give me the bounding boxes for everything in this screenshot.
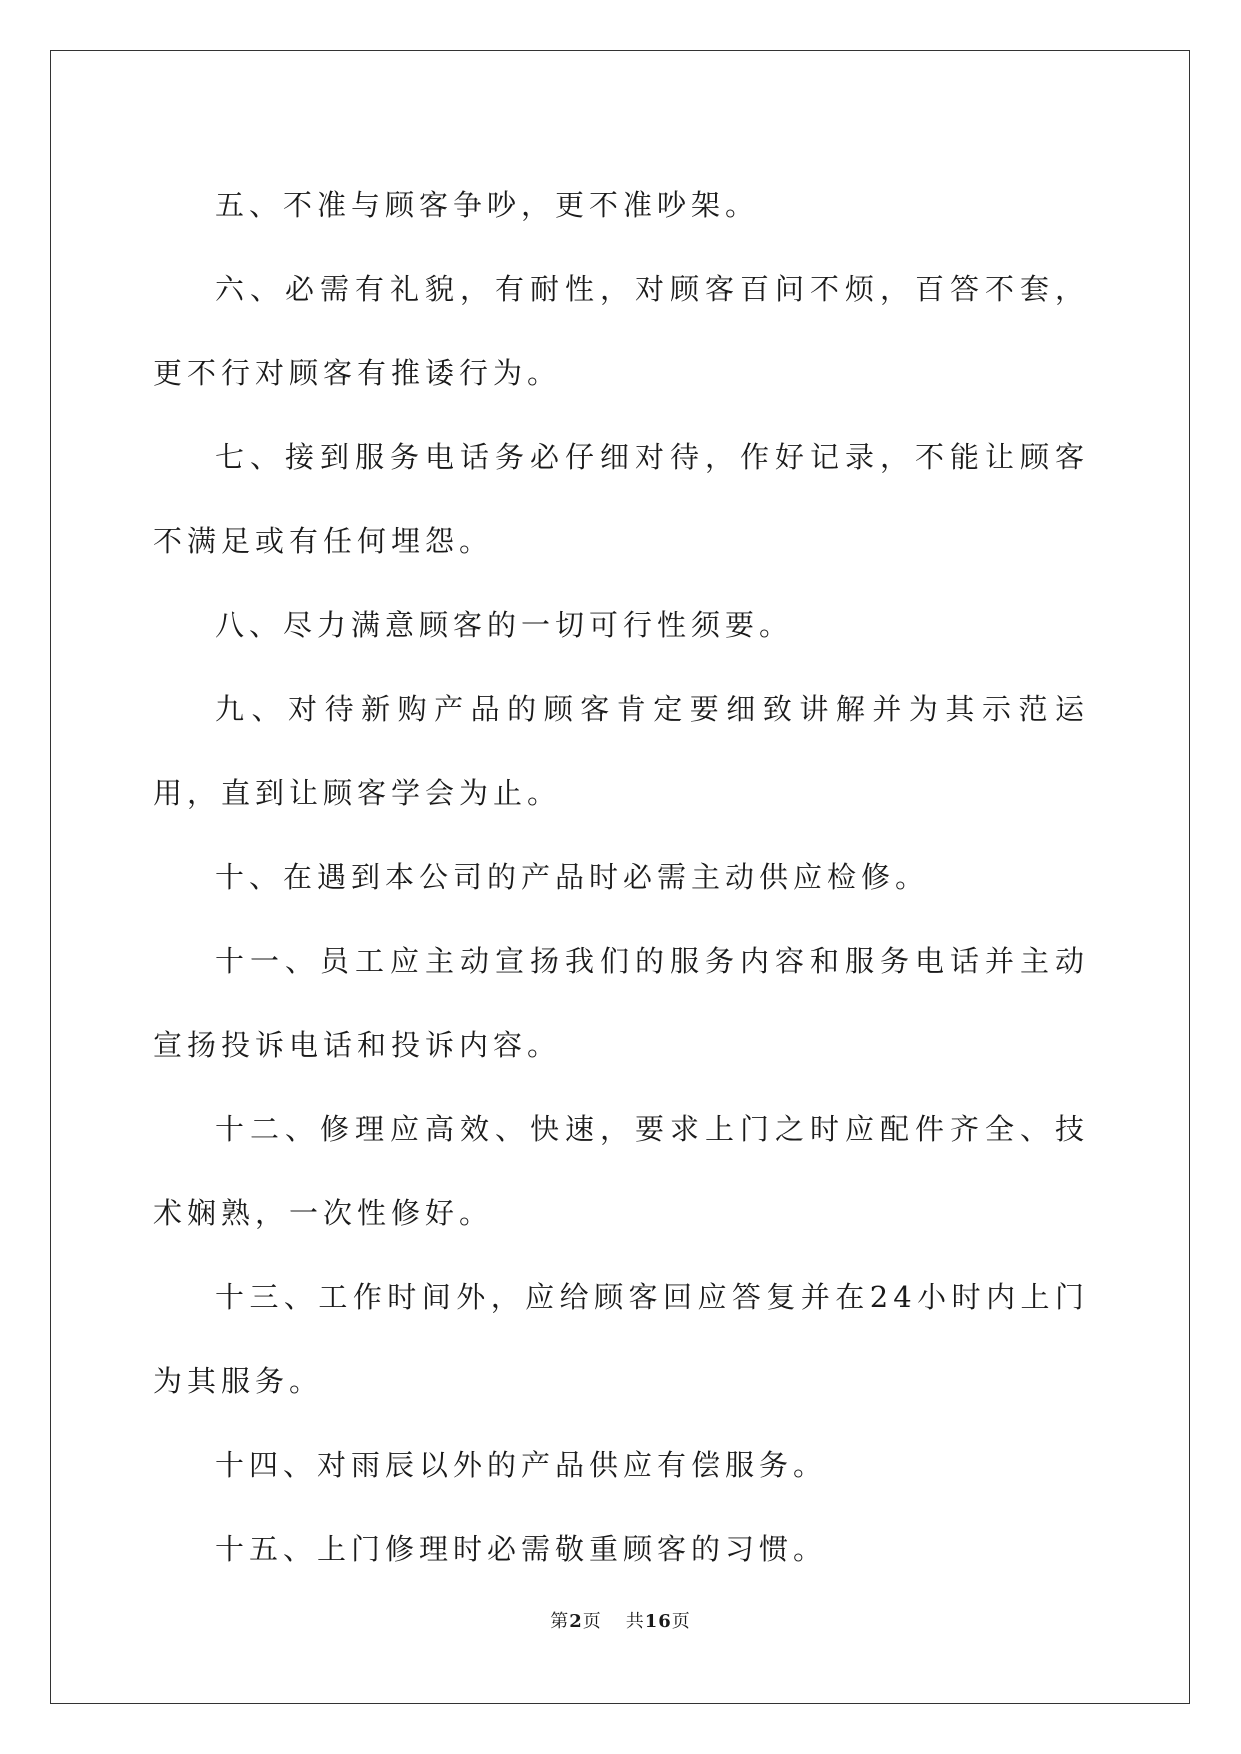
paragraph-10: 十、在遇到本公司的产品时必需主动供应检修。 bbox=[215, 860, 930, 894]
paragraph-12: 十二、修理应高效、快速，要求上门之时应配件齐全、技术娴熟，一次性修好。 bbox=[153, 1112, 1089, 1230]
paragraph-6: 六、必需有礼貌，有耐性，对顾客百问不烦，百答不套，更不行对顾客有推诿行为。 bbox=[153, 272, 1089, 390]
paragraph-15: 十五、上门修理时必需敬重顾客的习惯。 bbox=[215, 1532, 828, 1566]
footer-total-prefix: 共 bbox=[625, 1611, 645, 1632]
footer-page-suffix: 页 bbox=[582, 1611, 602, 1632]
footer-prefix: 第 bbox=[550, 1611, 570, 1632]
page-footer bbox=[0, 1607, 1241, 1633]
total-page-count: 16 bbox=[644, 1611, 672, 1632]
document-body bbox=[153, 163, 1089, 1591]
paragraph-5: 五、不准与顾客争吵，更不准吵架。 bbox=[215, 188, 760, 222]
paragraph-7: 七、接到服务电话务必仔细对待，作好记录，不能让顾客不满足或有任何埋怨。 bbox=[153, 440, 1089, 558]
paragraph-9: 九、对待新购产品的顾客肯定要细致讲解并为其示范运用，直到让顾客学会为止。 bbox=[153, 692, 1089, 810]
paragraph-13: 十三、工作时间外，应给顾客回应答复并在24小时内上门为其服务。 bbox=[153, 1280, 1089, 1398]
current-page-number: 2 bbox=[569, 1611, 583, 1632]
footer-total-suffix: 页 bbox=[671, 1611, 691, 1632]
paragraph-8: 八、尽力满意顾客的一切可行性须要。 bbox=[215, 608, 794, 642]
paragraph-11: 十一、员工应主动宣扬我们的服务内容和服务电话并主动宣扬投诉电话和投诉内容。 bbox=[153, 944, 1089, 1062]
paragraph-14: 十四、对雨辰以外的产品供应有偿服务。 bbox=[215, 1448, 828, 1482]
